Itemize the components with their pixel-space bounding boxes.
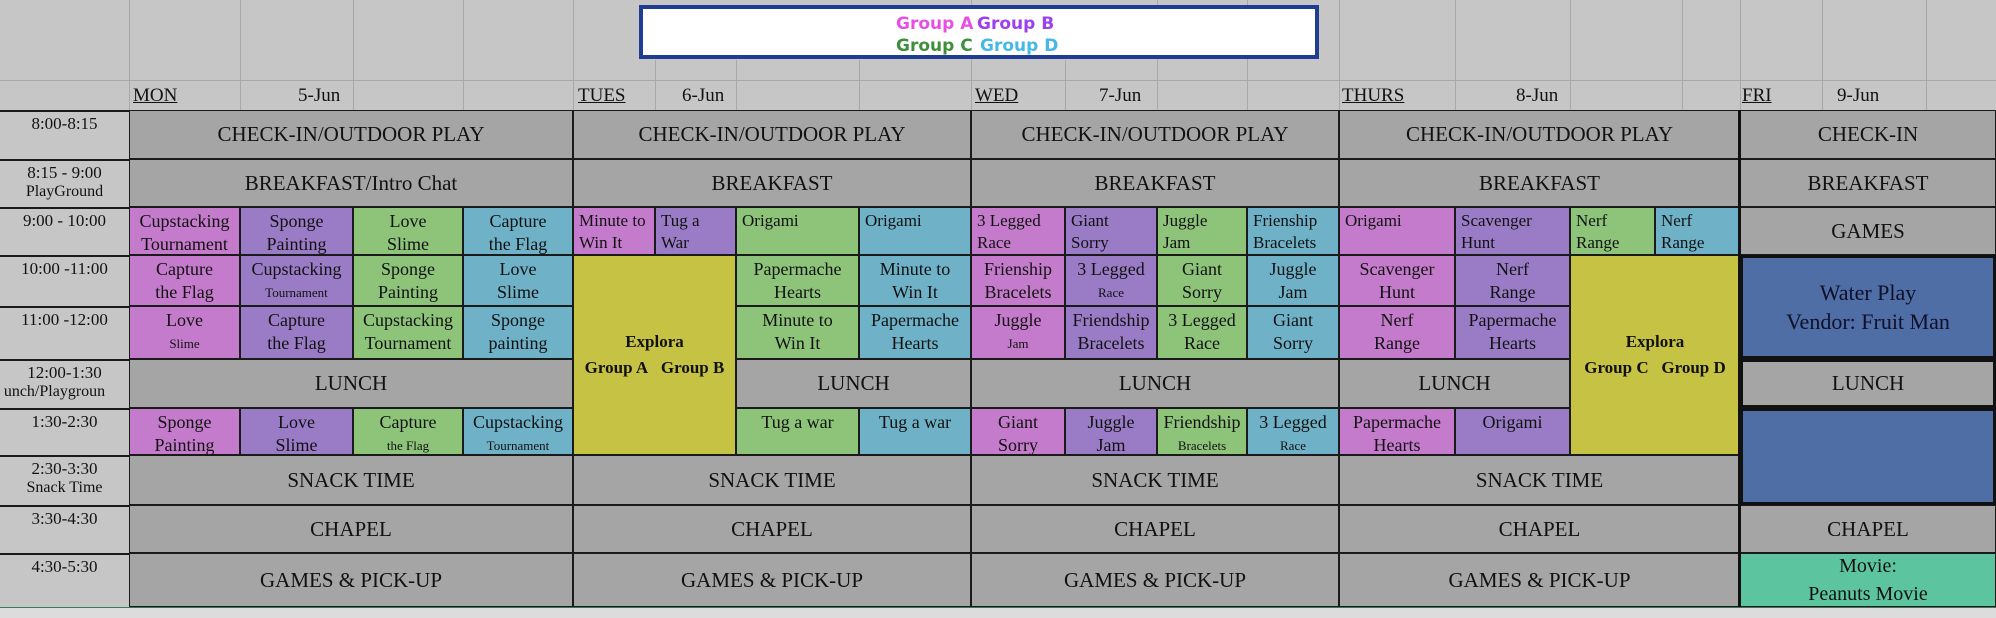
gridline: [129, 0, 130, 110]
legend-group-a: Group A: [896, 14, 974, 34]
time-label: 12:00-1:30: [27, 363, 102, 382]
activity-cell: Papermache Hearts: [1455, 306, 1570, 359]
time-label: 4:30-5:30: [31, 557, 98, 576]
time-cell: [0, 359, 129, 408]
block-breakfast-intro: BREAKFAST/Intro Chat: [129, 159, 573, 207]
activity-cell: Giant Sorry: [1065, 207, 1157, 255]
time-cell: [0, 255, 129, 306]
activity-cell: Capture the Flag: [240, 306, 353, 359]
activity-cell: Love Slime: [129, 306, 240, 359]
activity-cell: Origami: [859, 207, 971, 255]
block-chapel: CHAPEL: [1339, 505, 1740, 553]
time-label: 2:30-3:30: [31, 459, 98, 478]
activity-cell: Giant Sorry: [971, 408, 1065, 455]
block-checkin-outdoor: CHECK-IN/OUTDOOR PLAY: [1339, 110, 1740, 159]
activity-cell: Scavenger Hunt: [1339, 255, 1455, 306]
activity-cell: Juggle Jam: [1065, 408, 1157, 455]
activity-cell: Love Slime: [240, 408, 353, 455]
day-name-fri: FRI: [1742, 85, 1772, 106]
block-lunch: LUNCH: [971, 359, 1339, 408]
block-checkin: CHECK-IN: [1740, 110, 1996, 159]
activity-cell: 3 Legged Race: [971, 207, 1065, 255]
gridline: [1682, 0, 1683, 110]
activity-cell: Cupstacking Tournament: [129, 207, 240, 255]
activity-cell: Nerf Range: [1655, 207, 1740, 255]
gridline: [1822, 0, 1823, 110]
activity-cell: Nerf Range: [1339, 306, 1455, 359]
activity-cell: Cupstacking Tournament: [353, 306, 463, 359]
activity-cell: Papermache Hearts: [1339, 408, 1455, 455]
activity-cell: Scavenger Hunt: [1455, 207, 1570, 255]
activity-cell: Sponge Painting: [129, 408, 240, 455]
block-breakfast: BREAKFAST: [1740, 159, 1996, 207]
activity-cell: Juggle Jam: [971, 306, 1065, 359]
activity-cell: Minute to Win It: [573, 207, 655, 255]
activity-cell: Minute to Win It: [736, 306, 859, 359]
activity-cell: Tug a War: [655, 207, 736, 255]
activity-cell: Papermache Hearts: [736, 255, 859, 306]
time-sublabel: Snack Time: [26, 479, 103, 496]
activity-cell: Origami: [1455, 408, 1570, 455]
block-games-pickup: GAMES & PICK-UP: [129, 553, 573, 607]
gridline: [463, 0, 464, 110]
activity-cell: Juggle Jam: [1247, 255, 1339, 306]
activity-cell: Frienship Bracelets: [971, 255, 1065, 306]
activity-cell: Sponge painting: [463, 306, 573, 359]
activity-cell: Juggle Jam: [1157, 207, 1247, 255]
activity-cell: Capture the Flag: [129, 255, 240, 306]
time-label: 9:00 - 10:00: [22, 211, 107, 230]
activity-cell: Giant Sorry: [1247, 306, 1339, 359]
activity-cell: 3 Legged Race: [1157, 306, 1247, 359]
time-cell: [0, 159, 129, 207]
block-snack-time: SNACK TIME: [573, 455, 971, 505]
block-lunch: LUNCH: [1339, 359, 1570, 408]
activity-cell: 3 Legged Race: [1065, 255, 1157, 306]
day-name-wed: WED: [975, 85, 1019, 106]
block-checkin-outdoor: CHECK-IN/OUTDOOR PLAY: [129, 110, 573, 159]
day-name-thurs: THURS: [1342, 85, 1405, 106]
block-chapel: CHAPEL: [573, 505, 971, 553]
gridline: [240, 0, 241, 110]
time-label: 3:30-4:30: [31, 509, 98, 528]
day-name-mon: MON: [133, 85, 178, 106]
explora-block: Explora Group C Group D: [1570, 255, 1740, 455]
time-cell: [0, 306, 129, 359]
time-label: 11:00 -12:00: [21, 310, 108, 329]
time-label: 10:00 -11:00: [21, 259, 108, 278]
activity-cell: Origami: [736, 207, 859, 255]
time-cell: [0, 408, 129, 455]
block-lunch: LUNCH: [736, 359, 971, 408]
gridline: [1455, 0, 1456, 110]
day-date-fri: 9-Jun: [1837, 85, 1880, 106]
water-play-block: Water Play Vendor: Fruit Man: [1740, 255, 1996, 359]
activity-cell: Sponge Painting: [240, 207, 353, 255]
time-sublabel: PlayGround: [25, 183, 104, 200]
time-cell: [0, 110, 129, 159]
explora-block: Explora Group A Group B: [573, 255, 736, 455]
activity-cell: Giant Sorry: [1157, 255, 1247, 306]
block-games-pickup: GAMES & PICK-UP: [971, 553, 1339, 607]
time-cell: [0, 455, 129, 505]
block-breakfast: BREAKFAST: [1339, 159, 1740, 207]
gridline: [1339, 0, 1340, 110]
activity-cell: Frienship Bracelets: [1247, 207, 1339, 255]
block-snack-time: SNACK TIME: [971, 455, 1339, 505]
activity-cell: Friendship Bracelets: [1065, 306, 1157, 359]
activity-cell: Cupstacking Tournament: [240, 255, 353, 306]
block-games-pickup: GAMES & PICK-UP: [573, 553, 971, 607]
day-date-wed: 7-Jun: [1099, 85, 1142, 106]
activity-cell: Capture the Flag: [463, 207, 573, 255]
legend-group-d: Group D: [980, 36, 1059, 56]
activity-cell: Love Slime: [463, 255, 573, 306]
block-lunch: LUNCH: [129, 359, 573, 408]
activity-cell: Love Slime: [353, 207, 463, 255]
gridline: [1570, 0, 1571, 110]
sheet-bottom-strip: [0, 608, 1996, 618]
gridline: [859, 60, 860, 110]
gridline: [0, 80, 1996, 81]
time-label: 8:00-8:15: [31, 114, 98, 133]
activity-cell: Capture the Flag: [353, 408, 463, 455]
block-checkin-outdoor: CHECK-IN/OUTDOOR PLAY: [573, 110, 971, 159]
activity-cell: Friendship Bracelets: [1157, 408, 1247, 455]
activity-cell: Cupstacking Tournament: [463, 408, 573, 455]
activity-cell: Origami: [1339, 207, 1455, 255]
day-date-mon: 5-Jun: [298, 85, 341, 106]
gridline: [736, 60, 737, 110]
day-date-tues: 6-Jun: [682, 85, 725, 106]
block-games-pickup: GAMES & PICK-UP: [1339, 553, 1740, 607]
activity-cell: Nerf Range: [1455, 255, 1570, 306]
activity-cell: 3 Legged Race: [1247, 408, 1339, 455]
block-lunch: LUNCH: [1740, 359, 1996, 408]
block-chapel: CHAPEL: [1740, 505, 1996, 553]
block-chapel: CHAPEL: [971, 505, 1339, 553]
time-cell: [0, 207, 129, 255]
activity-cell: Papermache Hearts: [859, 306, 971, 359]
activity-cell: Nerf Range: [1570, 207, 1655, 255]
activity-cell: Tug a war: [859, 408, 971, 455]
time-label: 8:15 - 9:00: [27, 163, 102, 182]
day-name-tues: TUES: [578, 85, 626, 106]
movie-block: Movie: Peanuts Movie: [1740, 553, 1996, 607]
gridline: [1740, 0, 1741, 110]
gridline: [1065, 60, 1066, 110]
gridline: [353, 0, 354, 110]
activity-cell: Minute to Win It: [859, 255, 971, 306]
time-cell: [0, 505, 129, 553]
block-breakfast: BREAKFAST: [971, 159, 1339, 207]
day-date-thurs: 8-Jun: [1516, 85, 1559, 106]
friday-afternoon-block: [1740, 408, 1996, 505]
block-games: GAMES: [1740, 207, 1996, 255]
legend-group-b: Group B: [977, 14, 1055, 34]
block-snack-time: SNACK TIME: [129, 455, 573, 505]
group-legend: [639, 5, 1319, 59]
block-checkin-outdoor: CHECK-IN/OUTDOOR PLAY: [971, 110, 1339, 159]
gridline: [1926, 0, 1927, 110]
legend-group-c: Group C: [896, 36, 973, 56]
time-cell: [0, 553, 129, 607]
block-chapel: CHAPEL: [129, 505, 573, 553]
time-label: 1:30-2:30: [31, 412, 98, 431]
friday-separator: [1738, 110, 1741, 607]
time-sublabel: unch/Playgroun: [3, 383, 106, 400]
gridline: [573, 0, 574, 110]
block-snack-time: SNACK TIME: [1339, 455, 1740, 505]
gridline: [655, 60, 656, 110]
activity-cell: Sponge Painting: [353, 255, 463, 306]
activity-cell: Tug a war: [736, 408, 859, 455]
block-breakfast: BREAKFAST: [573, 159, 971, 207]
